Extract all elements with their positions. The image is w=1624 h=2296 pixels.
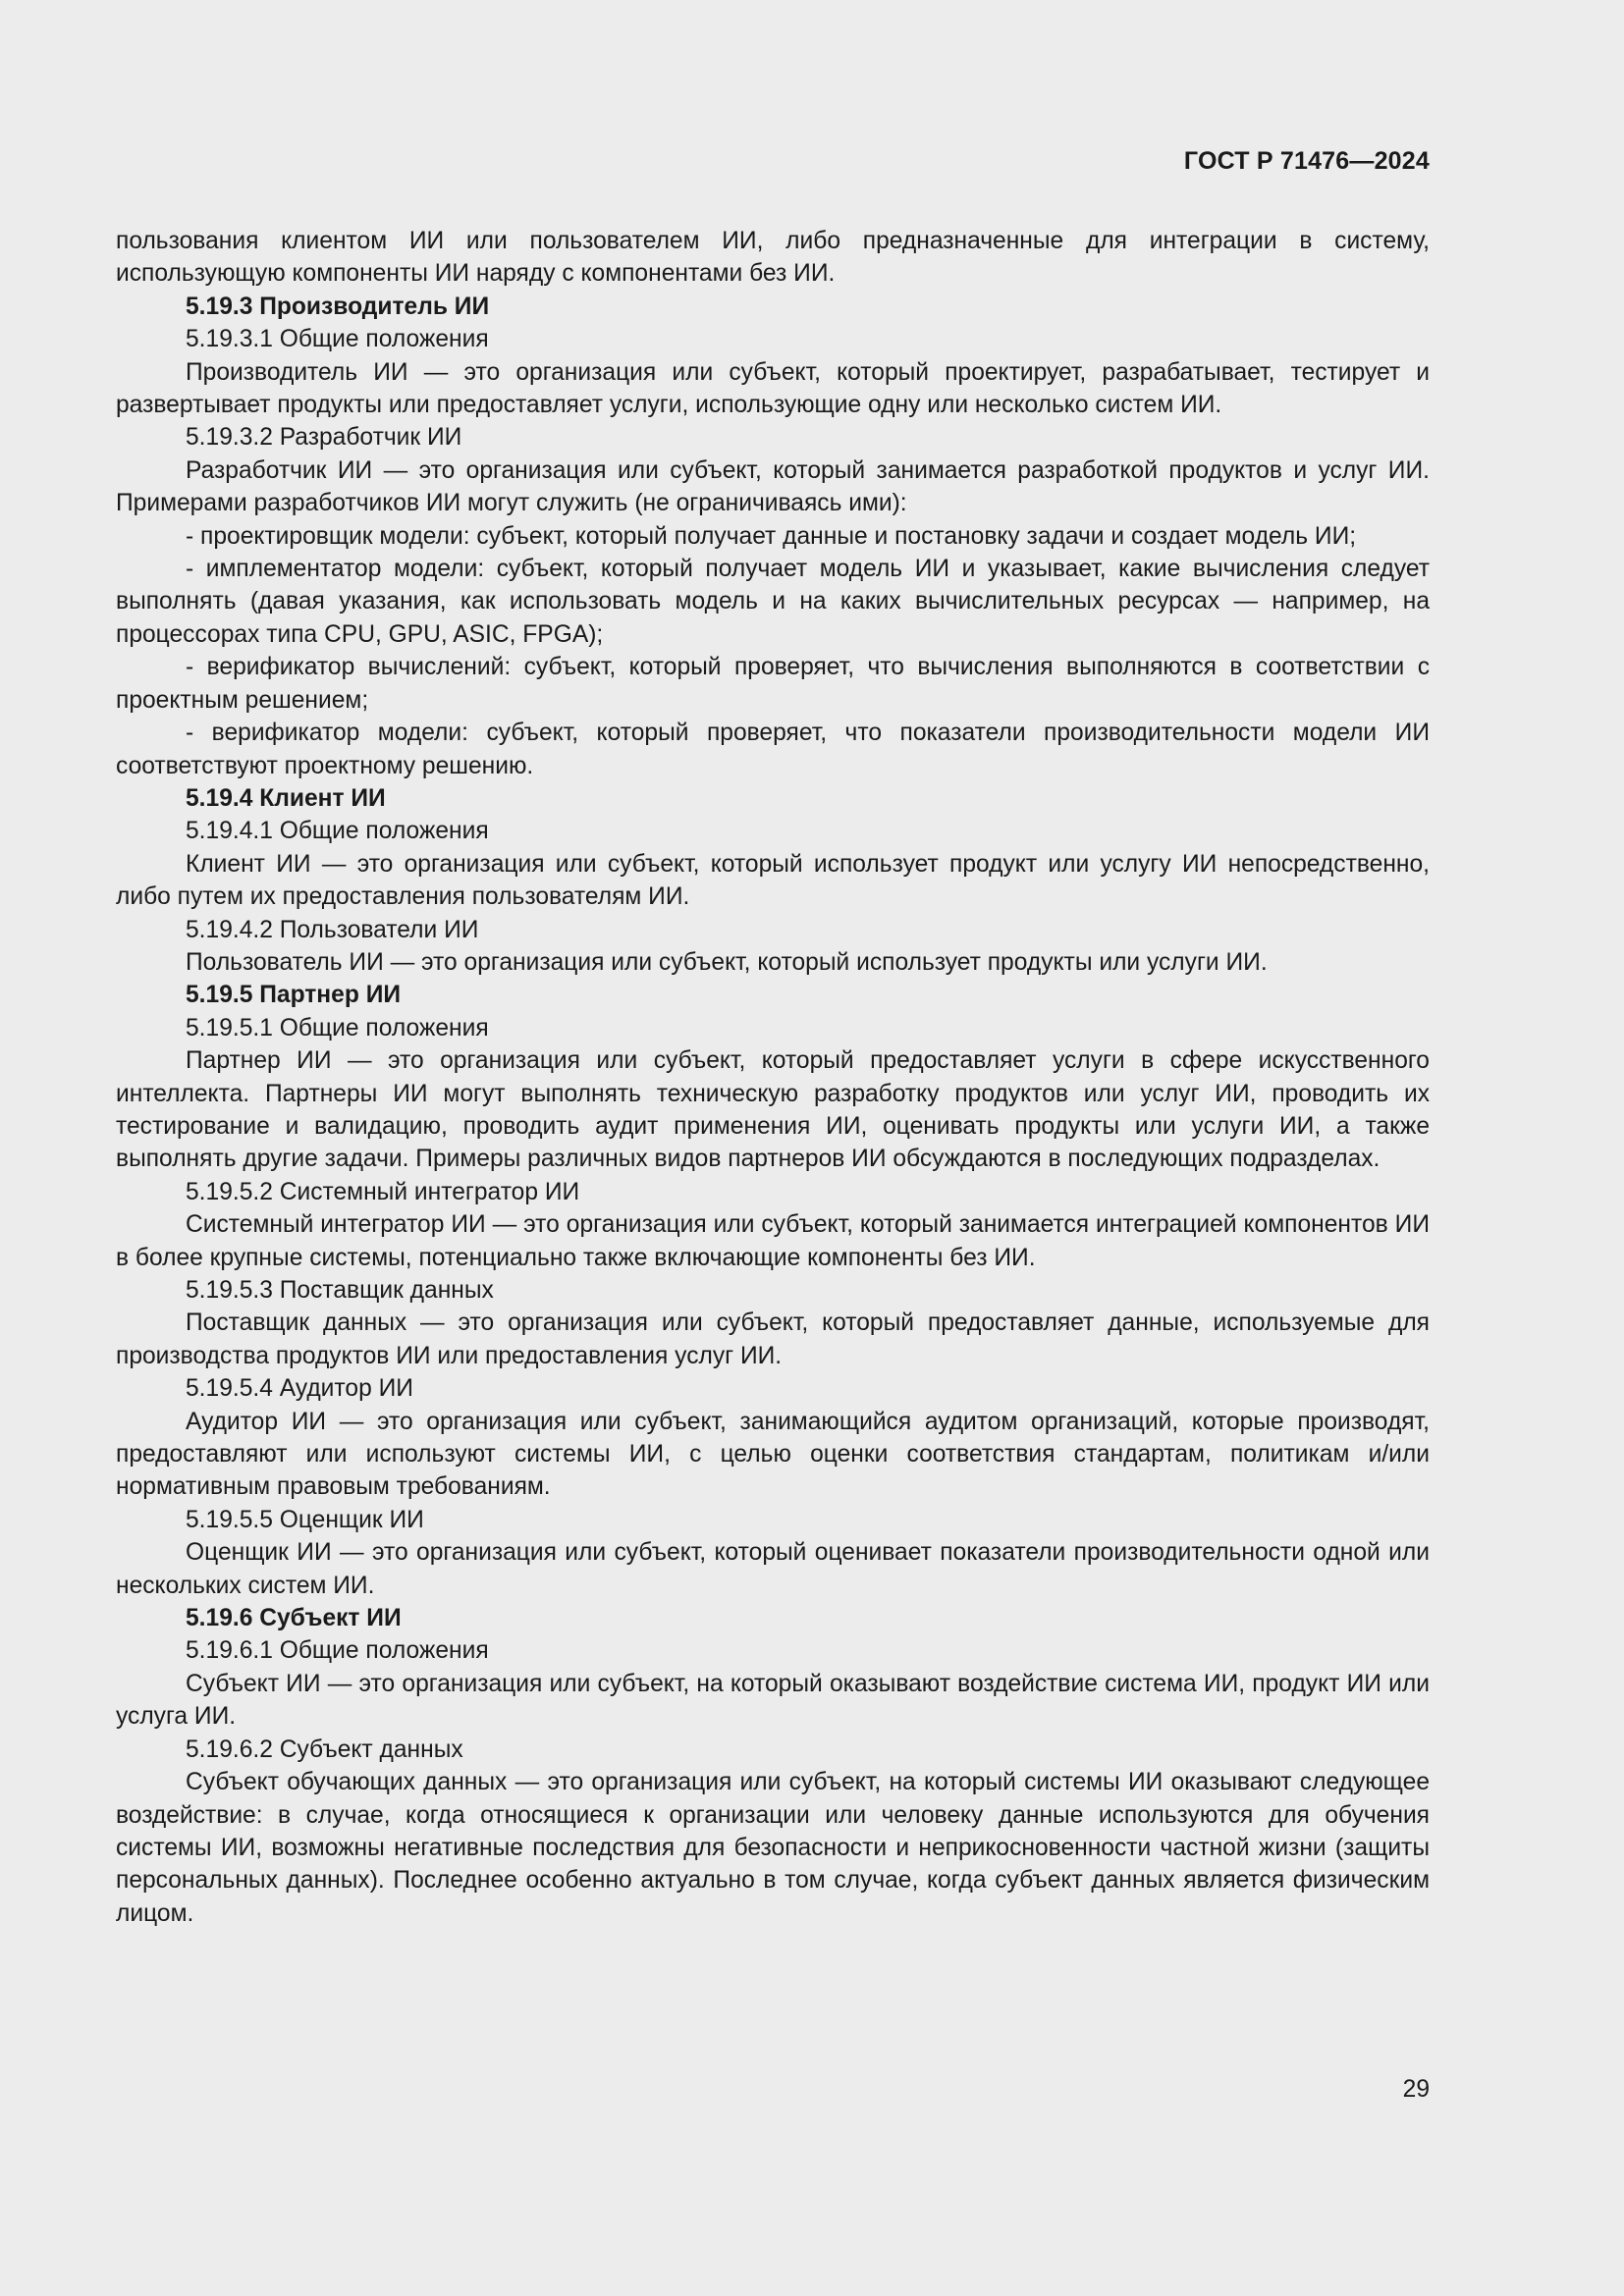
- paragraph: Производитель ИИ — это организация или субъект, который проектирует, разрабатывает, тестирует и развертывает продукты или предоставляет услуги, использующие одну или несколько систем ИИ.: [116, 358, 1430, 419]
- page-number: 29: [1402, 2076, 1430, 2103]
- paragraph: Партнер ИИ — это организация или субъект, который предоставляет услуги в сфере искусственного интеллекта. Партнеры ИИ могут выполнять техническую разработку продуктов или услуг ИИ, проводить их тестирование и валидацию, проводить аудит применения ИИ, оценивать продукты или услуги ИИ, а также выполнять другие задачи. Примеры различных видов партнеров ИИ обсуждаются в последующих подразделах.: [116, 1047, 1430, 1173]
- list-item: - верификатор вычислений: субъект, который проверяет, что вычисления выполняются в соответствии с проектным решением;: [116, 654, 1430, 714]
- subsection-heading: 5.19.4.2 Пользователи ИИ: [186, 916, 479, 943]
- subsection-heading: 5.19.3.2 Разработчик ИИ: [186, 424, 462, 452]
- document-header: ГОСТ Р 71476—2024: [1183, 147, 1430, 175]
- subsection-heading: 5.19.3.1 Общие положения: [186, 326, 489, 353]
- subsection-heading: 5.19.4.1 Общие положения: [186, 818, 489, 845]
- paragraph: Субъект ИИ — это организация или субъект, на который оказывают воздействие система ИИ, продукт ИИ или услуга ИИ.: [116, 1670, 1430, 1731]
- section-heading: 5.19.3 Производитель ИИ: [186, 293, 490, 320]
- paragraph: Клиент ИИ — это организация или субъект, который использует продукт или услугу ИИ непосредственно, либо путем их предоставления пользователям ИИ.: [116, 850, 1430, 911]
- section-heading: 5.19.6 Субъект ИИ: [186, 1605, 402, 1632]
- paragraph: пользования клиентом ИИ или пользователем ИИ, либо предназначенные для интеграции в систему, использующую компоненты ИИ наряду с компонентами без ИИ.: [116, 228, 1430, 288]
- paragraph: Аудитор ИИ — это организация или субъект, занимающийся аудитом организаций, которые производят, предоставляют или используют системы ИИ, с целью оценки соответствия стандартам, политикам и/или нормативным правовым требованиям.: [116, 1408, 1430, 1501]
- paragraph: Субъект обучающих данных — это организация или субъект, на который системы ИИ оказывают следующее воздействие: в случае, когда относящиеся к организации или человеку данные используются для обучения системы ИИ, возможны негативные последствия для безопасности и неприкосновенности частной жизни (защиты персональных данных). Последнее особенно актуально в том случае, когда субъект данных является физическим лицом.: [116, 1769, 1430, 1927]
- subsection-heading: 5.19.5.1 Общие положения: [186, 1014, 489, 1041]
- list-item: - верификатор модели: субъект, который проверяет, что показатели производительности модели ИИ соответствуют проектному решению.: [116, 720, 1430, 779]
- document-body: [116, 225, 1430, 1930]
- subsection-heading: 5.19.5.5 Оценщик ИИ: [186, 1506, 424, 1533]
- subsection-heading: 5.19.6.2 Субъект данных: [186, 1735, 463, 1763]
- subsection-heading: 5.19.5.4 Аудитор ИИ: [186, 1375, 413, 1403]
- paragraph: Поставщик данных — это организация или субъект, который предоставляет данные, используемые для производства продуктов ИИ или предоставления услуг ИИ.: [116, 1309, 1430, 1369]
- list-item: - имплементатор модели: субъект, который получает модель ИИ и указывает, какие вычисления следует выполнять (давая указания, как использовать модель и на каких вычислительных ресурсах — например, на процессорах типа CPU, GPU, ASIC, FPGA);: [116, 556, 1430, 648]
- subsection-heading: 5.19.5.3 Поставщик данных: [186, 1277, 494, 1304]
- list-item: - проектировщик модели: субъект, который получает данные и постановку задачи и создает модель ИИ;: [186, 522, 1357, 550]
- section-heading: 5.19.4 Клиент ИИ: [186, 784, 386, 812]
- subsection-heading: 5.19.6.1 Общие положения: [186, 1637, 489, 1665]
- paragraph: Пользователь ИИ — это организация или субъект, который использует продукты или услуги ИИ.: [186, 948, 1268, 976]
- subsection-heading: 5.19.5.2 Системный интегратор ИИ: [186, 1178, 580, 1205]
- paragraph: Оценщик ИИ — это организация или субъект, который оценивает показатели производительности одной или нескольких систем ИИ.: [116, 1539, 1430, 1599]
- paragraph: Разработчик ИИ — это организация или субъект, который занимается разработкой продуктов и услуг ИИ. Примерами разработчиков ИИ могут служить (не ограничиваясь ими):: [116, 456, 1430, 517]
- paragraph: Системный интегратор ИИ — это организация или субъект, который занимается интеграцией компонентов ИИ в более крупные системы, потенциально также включающие компоненты без ИИ.: [116, 1211, 1430, 1271]
- section-heading: 5.19.5 Партнер ИИ: [186, 982, 402, 1009]
